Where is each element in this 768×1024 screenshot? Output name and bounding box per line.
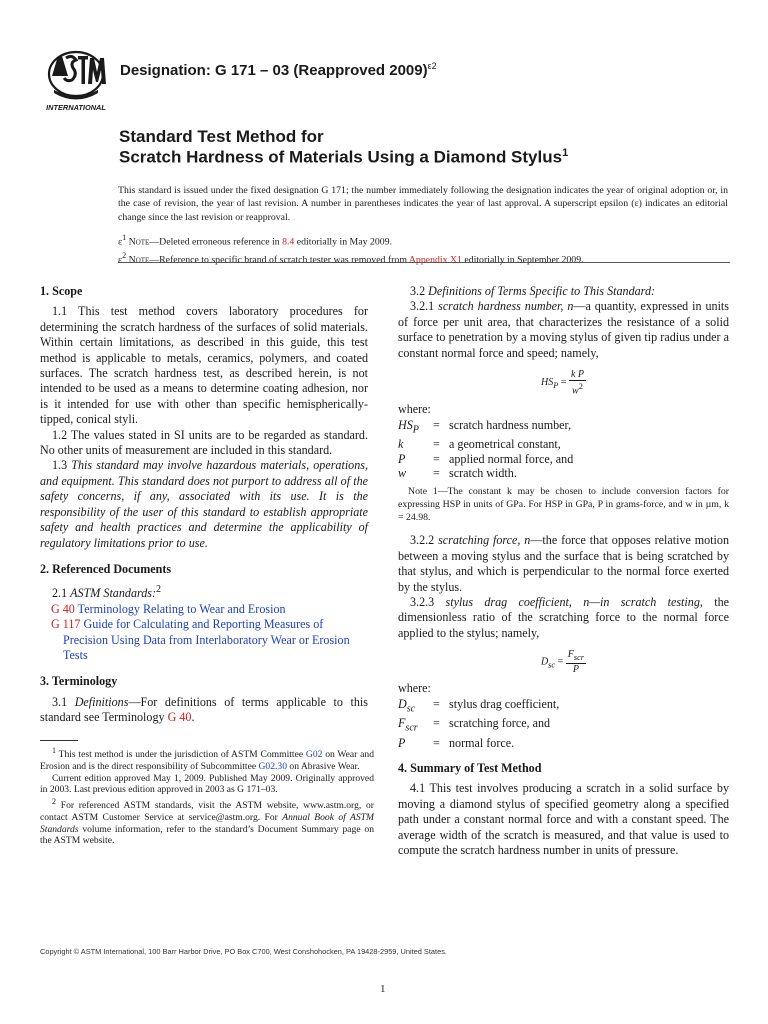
summary-4-1: 4.1 This test involves producing a scratch in a solid surface by moving a diamond stylus of specified geometry along a specified path under a constant normal force and with a constant speed. The average width of the scratch is measured, and that value is used to compute the scratch hardness number in units of pressure. xyxy=(398,781,729,858)
def-row: P = applied normal force, and xyxy=(398,451,574,466)
link-g117[interactable]: G 117 xyxy=(51,617,81,632)
terminology-3-2-1: 3.2.1 scratch hardness number, n—a quantity, expressed in units of force per unit area, that characterizes the resistance of a solid surface to penetration by a moving stylus of given tip radius under a constant normal force and speed; namely, xyxy=(398,299,729,360)
def-row: P = normal force. xyxy=(398,735,515,750)
link-g02[interactable]: G02 xyxy=(305,749,323,761)
equation-scratch-hardness: $HS_P$ = $\frac{\text{k P}}{w^2}$ xyxy=(540,369,584,397)
scope-1-3: 1.3 This standard may involve hazardous materials, operations, and equipment. This standard does not purport to address all of the safety concerns, if any, associated with its use. It is the responsibility of the user of this standard to establish appropriate safety and health practices and determine the applicability of regulatory limitations prior to use. xyxy=(40,458,369,550)
link-g40[interactable]: G 40 xyxy=(51,601,75,616)
copyright: Copyright © ASTM International, 100 Barr Harbor Drive, PO Box C700, West Conshohocken, PA 19428-2959, United States. xyxy=(40,947,447,956)
footnote-1-edition: Current edition approved May 1, 2009. Published May 2009. Originally approved in 2003. Last previous edition approved in 2003 as G 171–03. xyxy=(40,772,374,796)
terminology-3-2-3: 3.2.3 stylus drag coefficient, n—in scratch testing, the dimensionless ratio of the scratching force to the normal force applied to the stylus; namely, xyxy=(398,595,729,640)
def-row: $F_{scr}$ = scratching force, and xyxy=(398,716,551,734)
link-g40-terminology[interactable]: G 40 xyxy=(167,710,192,725)
summary-heading: 4. Summary of Test Method xyxy=(398,761,542,776)
logo-caption: INTERNATIONAL xyxy=(46,103,106,112)
astm-logo xyxy=(40,50,112,112)
right-column xyxy=(398,284,729,858)
left-column xyxy=(40,284,368,726)
terminology-heading: 3. Terminology xyxy=(40,674,118,689)
where-label-1: where: xyxy=(398,402,431,417)
title-line-1: Standard Test Method for xyxy=(119,127,324,146)
link-section-8-4[interactable]: 8.4 xyxy=(282,236,295,248)
def-row: k = a geometrical constant, xyxy=(398,437,561,452)
terminology-3-2: 3.2 Definitions of Terms Specific to This Standard: xyxy=(410,284,656,298)
ref-g117: G 117 Guide for Calculating and Reporting Measures of Precision Using Data from Interlaboratory Wear or Erosion Tests xyxy=(51,617,350,662)
scope-heading: 1. Scope xyxy=(40,284,83,298)
link-appendix-x1[interactable]: Appendix X1 xyxy=(408,254,462,266)
terminology-3-1: 3.1 Definitions—For definitions of terms applicable to this standard see Terminology G 40. xyxy=(40,694,368,725)
equation-drag-coefficient: $D_{sc}$ = $\frac{F_{scr}}{P}$ xyxy=(540,649,585,676)
footnote-2: $^2$ For referenced ASTM standards, visit the ASTM website, www.astm.org, or contact ASTM Customer Service at service@astm.org. For Annual Book of ASTM Standards volume information, refer to the standard’s Document Summary page on the ASTM website. xyxy=(40,797,374,847)
refdocs-heading: 2. Referenced Documents xyxy=(40,561,172,576)
definitions-table-2 xyxy=(398,697,559,750)
scope-1-1: 1.1 This test method covers laboratory procedures for determining the scratch hardness of the surfaces of solid materials. Within certain limitations, as described in this guide, this test method is applicable to metals, ceramics, polymers, and coated surfaces. The scratch hardness test, as described herein, is not intended to be used as a means to determine coating adhesion, nor is it intended for use with other than specific hemispherically-tipped, conical styli. xyxy=(40,304,368,427)
footnote-divider xyxy=(40,740,78,741)
designation: Designation: G 171 – 03 (Reapproved 2009)$^{\varepsilon 2}$ xyxy=(120,61,437,79)
ref-g40: G 40 Terminology Relating to Wear and Erosion xyxy=(51,601,286,616)
where-label-2: where: xyxy=(398,681,431,696)
def-row: $D_{sc}$ = stylus drag coefficient, xyxy=(398,696,560,715)
scope-1-2: 1.2 The values stated in SI units are to be regarded as standard. No other units of measurement are included in this standard. xyxy=(40,427,368,458)
header-divider xyxy=(118,262,730,263)
definitions-table-1 xyxy=(398,418,573,480)
editorial-note-2: $\varepsilon^2$ Note—Reference to specific brand of scratch tester was removed from Appendix X1 editorially in September 2009. xyxy=(118,250,584,266)
footnotes xyxy=(40,745,374,847)
note-1: Note 1—The constant k may be chosen to include conversion factors for expressing HSP in units of GPa. For HSP in GPa, P in grams-force, and w in µm, k = 24.98. xyxy=(398,485,729,523)
editorial-note-1: $\varepsilon^1$ Note—Deleted erroneous reference in 8.4 editorially in May 2009. xyxy=(118,233,393,248)
page-number: 1 xyxy=(380,983,386,995)
terminology-3-2-2: 3.2.2 scratching force, n—the force that opposes relative motion between a moving stylus and the surface that is being scratched by that stylus, and which is perpendicular to the normal force exerted by the stylus. xyxy=(398,533,729,594)
footnote-1: $^1$ This test method is under the jurisdiction of ASTM Committee G02 on Wear and Erosion and is the direct responsibility of Subcommittee G02.30 on Abrasive Wear. xyxy=(40,746,375,772)
def-row: w = scratch width. xyxy=(398,465,517,480)
def-row: $HS_P$ = scratch hardness number, xyxy=(398,417,572,436)
link-g02-30[interactable]: G02.30 xyxy=(258,760,288,772)
astm-standards-label: 2.1 ASTM Standards:$^2$ xyxy=(52,584,162,601)
title-line-2: Scratch Hardness of Materials Using a Diamond Stylus$^1$ xyxy=(119,147,569,167)
intro-paragraph: This standard is issued under the fixed designation G 171; the number immediately following the designation indicates the year of original adoption or, in the case of revision, the year of last revision. A number in parentheses indicates the year of last approval. A superscript epsilon (ε) indicates an editorial change since the last revision or reapproval. xyxy=(118,185,728,223)
